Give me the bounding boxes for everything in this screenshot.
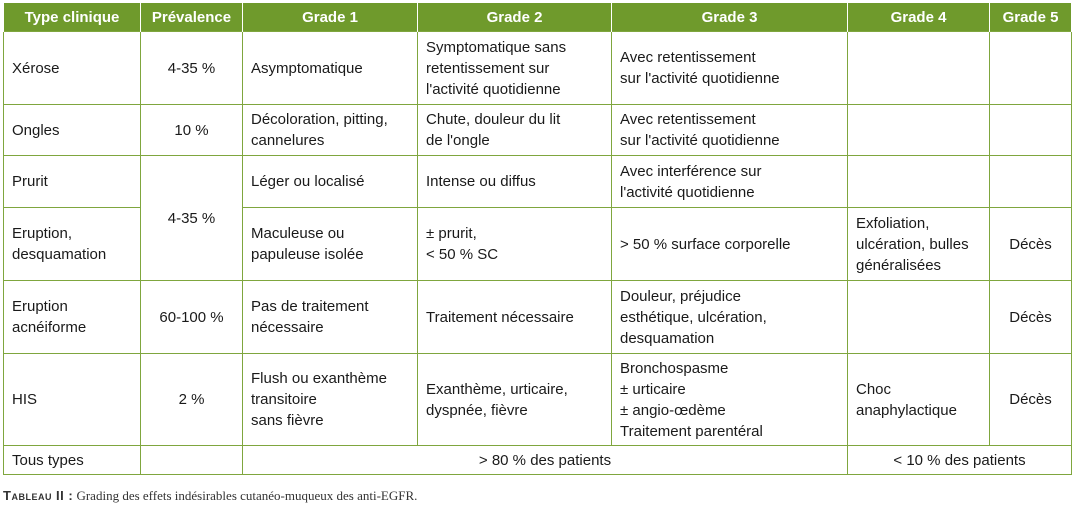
row-grade-3: Bronchospasme ± urticaire ± angio-œdème Traitement parentéral [612, 354, 848, 446]
row-type: Xérose [4, 32, 141, 105]
row-grade-2: Symptomatique sans retentissement sur l'activité quotidienne [418, 32, 612, 105]
row-grade-5 [990, 156, 1072, 208]
row-grade-5 [990, 105, 1072, 156]
row-grade-4 [848, 156, 990, 208]
table-caption [3, 488, 417, 504]
row-grade-5: Décès [990, 281, 1072, 354]
header-row [4, 3, 1072, 32]
row-grade-5 [990, 32, 1072, 105]
row-grade-3: > 50 % surface corporelle [612, 208, 848, 281]
row-grade-3: Avec interférence sur l'activité quotidienne [612, 156, 848, 208]
row-grade-1: Flush ou exanthème transitoire sans fièvre [243, 354, 418, 446]
row-grade-4 [848, 281, 990, 354]
row-grade-3: Avec retentissement sur l'activité quotidienne [612, 105, 848, 156]
row-type: Prurit [4, 156, 141, 208]
row-grade-4 [848, 105, 990, 156]
row-grade-5: Décès [990, 208, 1072, 281]
row-grade-2: ± prurit, < 50 % SC [418, 208, 612, 281]
row-prevalence: 10 % [141, 105, 243, 156]
row-grade-5: Décès [990, 354, 1072, 446]
row-grade-2: Chute, douleur du lit de l'ongle [418, 105, 612, 156]
row-grade-2: Exanthème, urticaire, dyspnée, fièvre [418, 354, 612, 446]
caption-label: Tableau II : [3, 488, 74, 503]
row-prevalence: 4-35 % [141, 32, 243, 105]
header-grade-3: Grade 3 [612, 3, 848, 32]
caption-text: Grading des effets indésirables cutanéo-muqueux des anti-EGFR. [73, 488, 418, 503]
row-grades-1-3: > 80 % des patients [243, 446, 848, 475]
row-prevalence: 4-35 % [141, 156, 243, 281]
table-row [4, 32, 1072, 105]
table-row-total [4, 446, 1072, 475]
header-prevalence: Prévalence [141, 3, 243, 32]
row-type: HIS [4, 354, 141, 446]
table-row [4, 156, 1072, 208]
row-grade-1: Léger ou localisé [243, 156, 418, 208]
table-row [4, 281, 1072, 354]
header-grade-1: Grade 1 [243, 3, 418, 32]
row-type: Tous types [4, 446, 141, 475]
table-row [4, 354, 1072, 446]
header-type: Type clinique [4, 3, 141, 32]
row-grade-1: Asymptomatique [243, 32, 418, 105]
row-type: Eruption acnéiforme [4, 281, 141, 354]
row-grade-4: Exfoliation, ulcération, bulles généralisées [848, 208, 990, 281]
row-grade-2: Traitement nécessaire [418, 281, 612, 354]
row-grades-4-5: < 10 % des patients [848, 446, 1072, 475]
header-grade-4: Grade 4 [848, 3, 990, 32]
row-prevalence: 2 % [141, 354, 243, 446]
row-grade-4 [848, 32, 990, 105]
header-grade-5: Grade 5 [990, 3, 1072, 32]
row-grade-1: Décoloration, pitting, cannelures [243, 105, 418, 156]
row-grade-1: Maculeuse ou papuleuse isolée [243, 208, 418, 281]
row-grade-3: Avec retentissement sur l'activité quotidienne [612, 32, 848, 105]
row-type: Ongles [4, 105, 141, 156]
grading-table [3, 3, 1072, 475]
row-prevalence [141, 446, 243, 475]
row-grade-4: Choc anaphylactique [848, 354, 990, 446]
table-row [4, 105, 1072, 156]
row-grade-2: Intense ou diffus [418, 156, 612, 208]
row-grade-1: Pas de traitement nécessaire [243, 281, 418, 354]
row-grade-3: Douleur, préjudice esthétique, ulcération, desquamation [612, 281, 848, 354]
row-type: Eruption, desquamation [4, 208, 141, 281]
header-grade-2: Grade 2 [418, 3, 612, 32]
row-prevalence: 60-100 % [141, 281, 243, 354]
